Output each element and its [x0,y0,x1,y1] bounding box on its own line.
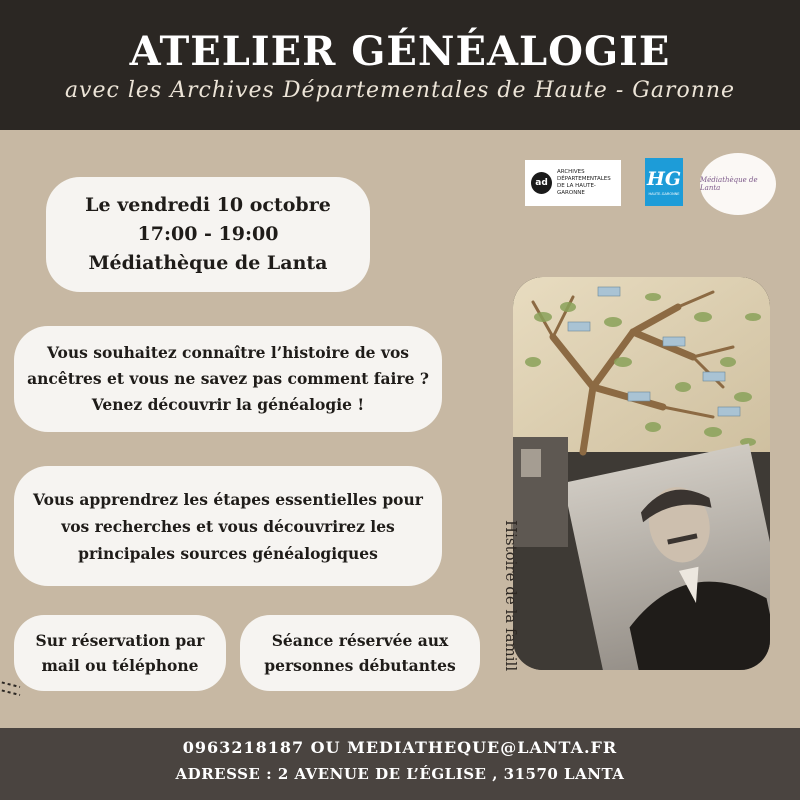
question-line: ancêtres et vous ne savez pas comment faire ? [27,369,429,388]
reservation-line: Sur réservation par [35,631,205,650]
archives-logo-text [557,169,621,197]
reservation-line: mail ou téléphone [41,656,199,675]
mediatheque-logo [700,153,776,215]
learn-line: principales sources généalogiques [78,543,378,563]
page-title: ATELIER GÉNÉALOGIE [129,28,671,75]
seance-bubble [240,615,480,691]
question-line: Venez découvrir la généalogie ! [91,395,365,414]
learn-line: vos recherches et vous découvrirez les [61,516,395,536]
archives-logo-line: ARCHIVES [557,169,585,175]
hg-mark: HG [646,168,682,190]
mediatheque-logo-text: Médiathèque de Lanta [700,176,758,192]
contact-info: 0963218187 OU MEDIATHEQUE@LANTA.FR [182,738,618,757]
photo-caption: Histoire de la famill [502,520,520,672]
archives-logo-line: DE LA HAUTE-GARONNE [557,183,596,196]
reservation-bubble [14,615,226,691]
page-subtitle: avec les Archives Départementales de Haute - Garonne [64,78,736,103]
event-time: 17:00 - 19:00 [137,223,279,245]
learn-line: Vous apprendrez les étapes essentielles pour [33,489,423,509]
learn-bubble [14,466,442,586]
hg-subtext: HAUTE-GARONNE [648,192,680,196]
decorative-dashes [0,675,26,705]
event-date: Le vendredi 10 octobre [85,194,331,216]
family-tree-collage [513,277,770,670]
event-venue: Médiathèque de Lanta [88,252,328,274]
event-info-bubble [46,177,370,292]
family-history-photo [513,277,770,670]
question-line: Vous souhaitez connaître l’histoire de vos [46,343,410,362]
haute-garonne-logo [645,158,683,206]
address-info: ADRESSE : 2 AVENUE DE L’ÉGLISE , 31570 LANTA [175,765,625,783]
archives-logo [525,160,621,206]
seance-line: personnes débutantes [264,656,456,675]
archives-logo-mark: ad [531,172,552,194]
question-bubble [14,326,442,432]
archives-logo-line: DÉPARTEMENTALES [557,176,611,182]
seance-line: Séance réservée aux [271,631,449,650]
